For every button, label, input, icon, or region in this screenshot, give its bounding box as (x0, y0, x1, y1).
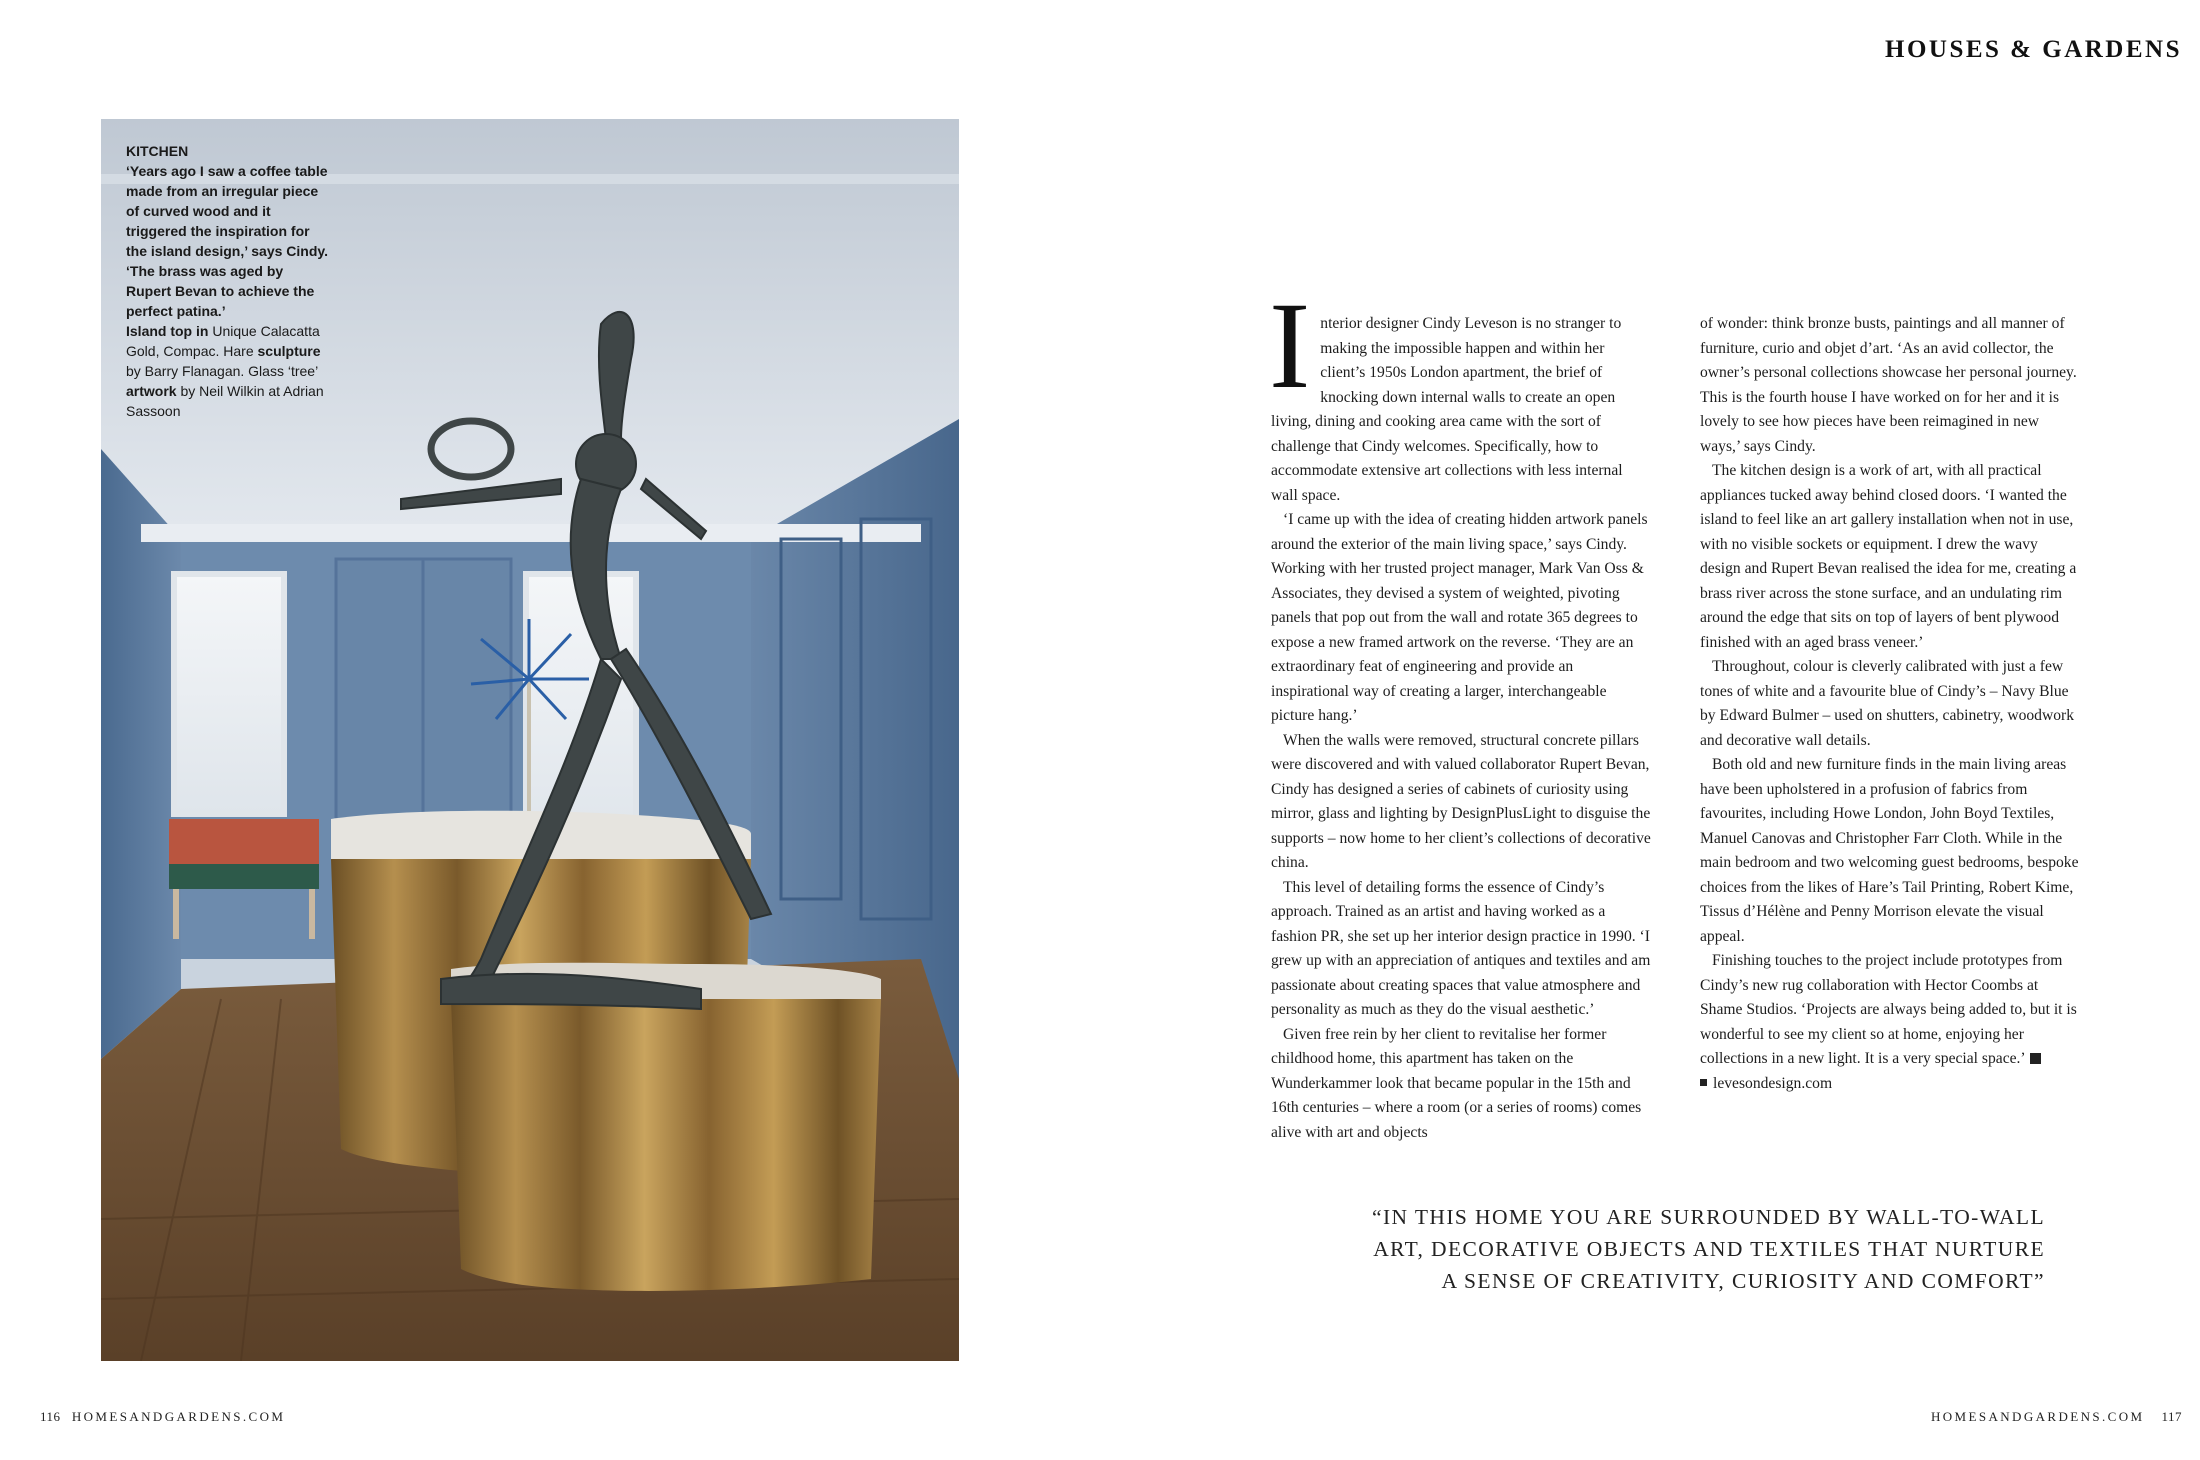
caption-heading: KITCHEN (126, 143, 189, 159)
paragraph: Throughout, colour is cleverly calibrated with just a few tones of white and a favourite blue of Cindy’s – Navy Blue by Edward Bulmer – used on shutters, cabinetry, woodwork and decorative wall details. (1700, 658, 2075, 749)
paragraph: When the walls were removed, structural concrete pillars were discovered and with valued collaborator Rupert Bevan, Cindy has designed a series of cabinets of curiosity using mirror, glass and lighting by DesignPlusLight to disguise the supports – now home to her client’s collections of decorative china. (1271, 731, 1651, 871)
folio-left (40, 1409, 285, 1425)
paragraph: The kitchen design is a work of art, with all practical appliances tucked away behind closed doors. ‘I wanted the island to feel like an art gallery installation when not in use, with no visible sockets or equipment. I drew the wavy design and Rupert Bevan realised the idea for me, creating a brass river across the stone surface, and an undulating rim around the edge that sits on top of layers of bent plywood finished with an aged brass veneer.’ (1700, 462, 2077, 651)
caption-item2-text: by Barry Flanagan. Glass ‘tree’ (126, 363, 318, 379)
paragraph: nterior designer Cindy Leveson is no stranger to making the impossible happen and within her client’s 1950s London apartment, the brief of knocking down internal walls to create an open living, dining and cooking area came with the sort of challenge that Cindy welcomes. Specifically, how to accommodate extensive art collections with less internal wall space. (1271, 315, 1623, 504)
paragraph (1700, 949, 2080, 1072)
paragraph: Both old and new furniture finds in the main living areas have been upholstered in a profusion of fabrics from favourites, including Howe London, John Boyd Textiles, Manuel Canovas and Christopher Farr Cloth. While in the main bedroom and two welcoming guest bedrooms, bespoke choices from the likes of Hare’s Tail Printing, Robert Kime, Tissus d’Hélène and Penny Morrison elevate the visual appeal. (1700, 756, 2079, 945)
end-mark-icon (2030, 1053, 2041, 1064)
photo-caption (126, 141, 331, 421)
drop-cap: I (1269, 277, 1311, 414)
website-link[interactable]: levesondesign.com (1713, 1074, 1833, 1092)
caption-item2-label: sculpture (257, 343, 321, 359)
section-title: HOUSES & GARDENS (1885, 36, 2182, 63)
website-credit (1700, 1072, 2080, 1097)
paragraph: ‘I came up with the idea of creating hidden artwork panels around the exterior of the main living space,’ says Cindy. Working with her trusted project manager, Mark Van Oss & Associates, they devised a system of weighted, pivoting panels that pop out from the wall and rotate 365 degrees to expose a new framed artwork on the reverse. ‘They are an extraordinary feat of engineering and provide an inspirational way of creating a larger, interchangeable picture hang.’ (1271, 511, 1648, 724)
article-column-2 (1700, 312, 2080, 1096)
caption-item3-label: artwork (126, 383, 177, 399)
caption-quote: ‘Years ago I saw a coffee table made from an irregular piece of curved wood and it triggered the inspiration for the island design,’ says Cindy. ‘The brass was aged by Rupert Bevan to achieve the perfect patina.’ (126, 163, 329, 319)
pull-quote-line: “IN THIS HOME YOU ARE SURROUNDED BY WALL-TO-WALL (1372, 1205, 2045, 1229)
page-number-right: 117 (2161, 1409, 2182, 1424)
site-name-right: HOMESANDGARDENS.COM (1930, 1409, 2145, 1424)
site-name-left: HOMESANDGARDENS.COM (71, 1409, 286, 1424)
caption-item1-label: Island top in (126, 323, 209, 339)
paragraph: This level of detailing forms the essence of Cindy’s approach. Trained as an artist and having worked as a fashion PR, she set up her interior design practice in 1990. ‘I grew up with an appreciation of antiques and textiles and am passionate about creating spaces that value atmosphere and personality as much as they do the visual aesthetic.’ (1271, 878, 1651, 1018)
paragraph-text: Finishing touches to the project include prototypes from Cindy’s new rug collaboration with Hector Coombs at Shame Studios. ‘Projects are always being added to, but it is wonderful to see my client so at home, enjoying her collections in a new light. It is a very special space.’ (1700, 952, 2077, 1067)
caption-item3-text: by Neil Wilkin at Adrian Sassoon (126, 383, 324, 419)
square-bullet-icon (1700, 1079, 1707, 1086)
pull-quote-line: A SENSE OF CREATIVITY, CURIOSITY AND COMFORT” (1441, 1269, 2045, 1293)
paragraph: Given free rein by her client to revitalise her former childhood home, this apartment has taken on the Wunderkammer look that became popular in the 15th and 16th centuries – where a room (or a series of rooms) comes alive with art and objects (1271, 1025, 1642, 1141)
folio-right (1931, 1409, 2182, 1425)
article-column-1 (1269, 277, 1651, 1145)
pull-quote (1325, 1201, 2045, 1297)
paragraph: of wonder: think bronze busts, paintings and all manner of furniture, curio and objet d’art. ‘As an avid collector, the owner’s personal collections showcase her personal journey. This is the fourth house I have worked on for her and it is lovely to see how pieces have been reimagined in new ways,’ says Cindy. (1700, 315, 2077, 455)
caption-item1-text: Unique Calacatta Gold, Compac. Hare (126, 323, 320, 359)
caption-credits (126, 321, 331, 421)
pull-quote-line: ART, DECORATIVE OBJECTS AND TEXTILES THAT NURTURE (1373, 1237, 2045, 1261)
page-number-left: 116 (40, 1409, 61, 1424)
